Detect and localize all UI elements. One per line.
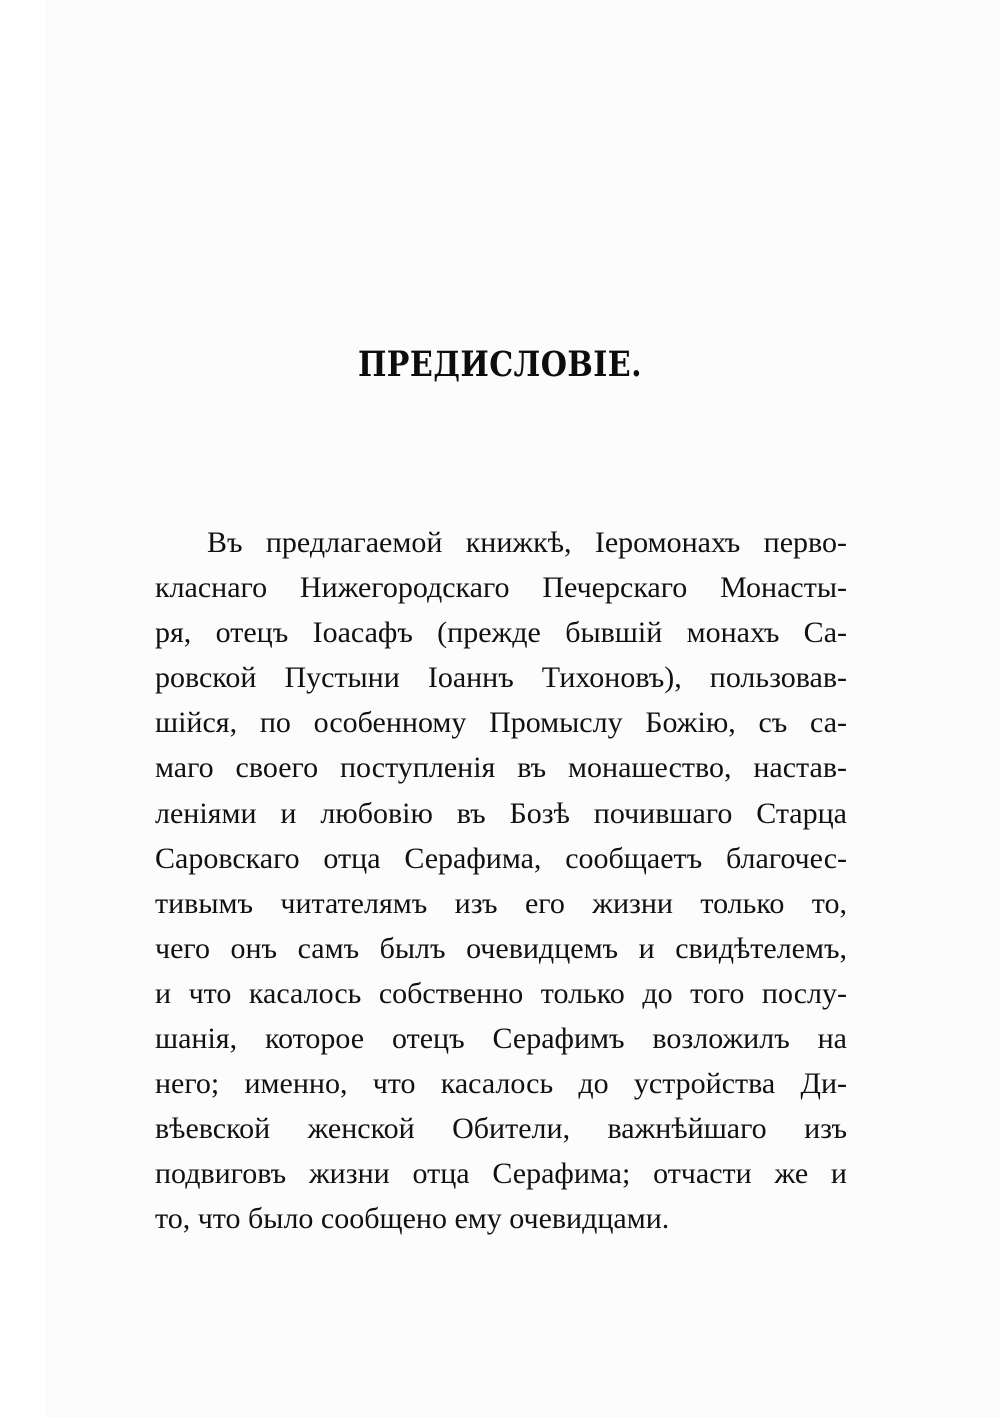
text-line: ря, отецъ Іоасафъ (прежде бывшій монахъ Са- bbox=[155, 616, 847, 650]
text-line: класнаго Нижегородскаго Печерскаго Монасты- bbox=[155, 571, 847, 605]
text-line: ровской Пустыни Іоаннъ Тихоновъ), пользовав- bbox=[155, 661, 847, 695]
text-line: тивымъ читателямъ изъ его жизни только то, bbox=[155, 886, 847, 920]
text-line: Въ предлагаемой книжкѣ, Іеромонахъ перво- bbox=[207, 526, 847, 559]
text-line: шанія, которое отецъ Серафимъ возложилъ на bbox=[155, 1022, 847, 1056]
text-line: и что касалось собственно только до того послу- bbox=[155, 976, 847, 1010]
text-line: чего онъ самъ былъ очевидцемъ и свидѣтелемъ, bbox=[155, 931, 847, 965]
text-line: маго своего поступленія въ монашество, настав- bbox=[155, 751, 847, 785]
preface-paragraph bbox=[155, 520, 847, 1242]
text-line: леніями и любовію въ Бозѣ почившаго Старца bbox=[155, 796, 847, 830]
text-line: него; именно, что касалось до устройства Ди- bbox=[155, 1067, 847, 1101]
text-line: вѣевской женской Обители, важнѣйшаго изъ bbox=[155, 1112, 847, 1146]
text-line: Саровскаго отца Серафима, сообщаетъ благочес- bbox=[155, 841, 847, 875]
text-line: подвиговъ жизни отца Серафима; отчасти же и bbox=[155, 1157, 847, 1191]
page-title: ПРЕДИСЛОВІЕ. bbox=[357, 344, 643, 385]
text-line: шійся, по особенному Промыслу Божію, съ са- bbox=[155, 706, 847, 740]
text-line: то, что было сообщено ему очевидцами. bbox=[155, 1202, 670, 1236]
